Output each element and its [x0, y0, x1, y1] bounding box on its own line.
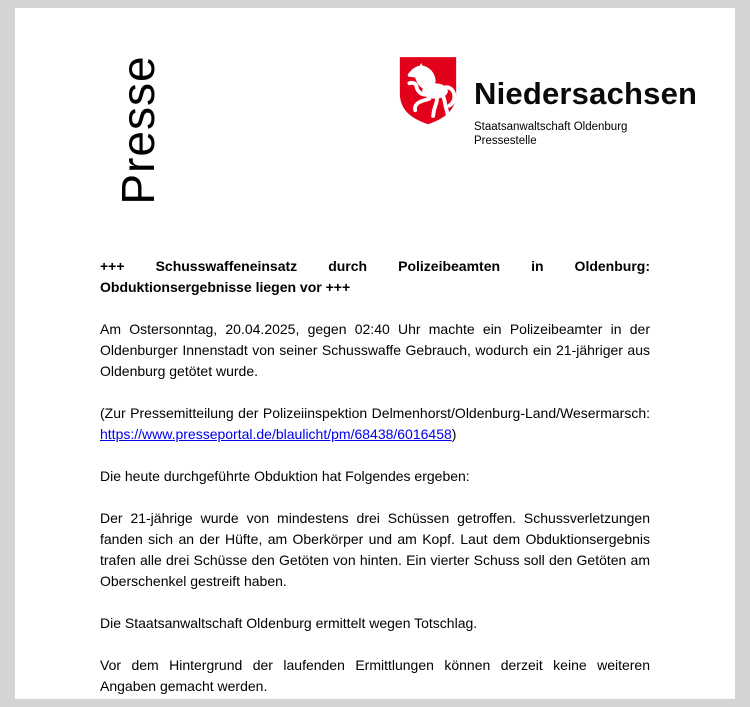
press-release-title: +++ Schusswaffeneinsatz durch Polizeibeamten in Oldenburg: Obduktionsergebnisse liegen vor +++	[100, 258, 650, 295]
press-release-page	[15, 8, 735, 699]
press-release-body	[100, 256, 650, 707]
paragraph-findings: Der 21-jährige wurde von mindestens drei Schüssen getroffen. Schussverletzungen fanden sich an der Hüfte, am Oberkörper und am Kopf. Laut dem Obduktionsergebnis trafen alle drei Schüsse den Getöten von hinten. Ein vierter Schuss soll den Getöten am Oberschenkel gestreift haben.	[100, 510, 650, 589]
paragraph-incident: Am Ostersonntag, 20.04.2025, gegen 02:40 Uhr machte ein Polizeibeamter in der Oldenburger Innenstadt von seiner Schusswaffe Gebrauch, wodurch ein 21-jähriger aus Oldenburg getötet wurde.	[100, 321, 650, 379]
reference-suffix: )	[451, 426, 457, 442]
presseportal-link[interactable]: https://www.presseportal.de/blaulicht/pm/68438/6016458	[100, 426, 452, 442]
paragraph-obduktion-lead: Die heute durchgeführte Obduktion hat Folgendes ergeben:	[100, 468, 470, 484]
org-department: Pressestelle	[474, 135, 537, 147]
paragraph-closing: Vor dem Hintergrund der laufenden Ermittlungen können derzeit keine weiteren Angaben gemacht werden.	[100, 657, 650, 694]
paragraph-investigation: Die Staatsanwaltschaft Oldenburg ermittelt wegen Totschlag.	[100, 615, 478, 631]
presse-vertical-label: Presse	[112, 55, 164, 205]
paragraph-reference	[100, 403, 650, 445]
reference-text: (Zur Pressemitteilung der Polizeiinspektion Delmenhorst/Oldenburg-Land/Wesermarsch:	[100, 405, 650, 421]
org-name: Staatsanwaltschaft Oldenburg	[474, 121, 628, 133]
niedersachsen-wordmark: Niedersachsen	[474, 76, 698, 111]
niedersachsen-coat-of-arms	[396, 55, 460, 127]
org-block	[474, 120, 627, 148]
